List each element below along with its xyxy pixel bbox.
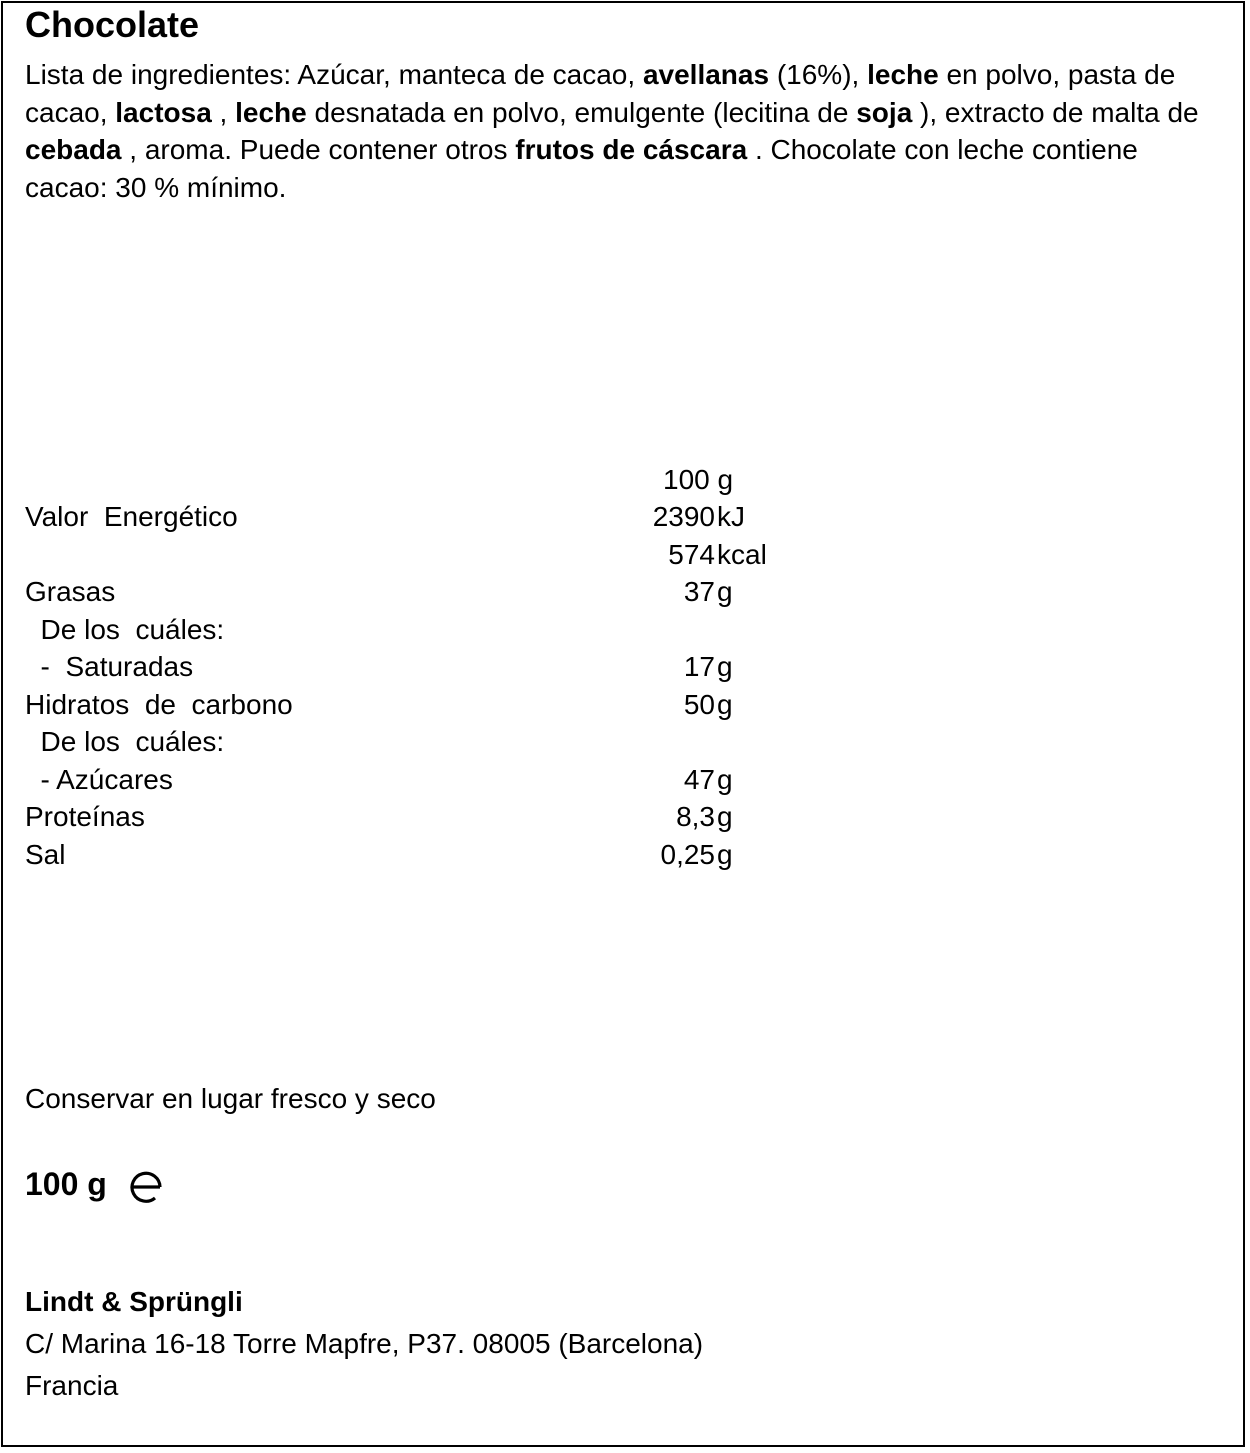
ingredient-text: Lista de ingredientes: Azúcar, manteca de cacao, (25, 59, 643, 90)
nutrient-value: 37 (683, 576, 715, 607)
company-country: Francia (25, 1370, 119, 1401)
allergen-text: avellanas (642, 59, 770, 90)
nutrient-label: Grasas (25, 576, 116, 607)
nutrient-unit: g (717, 801, 733, 832)
nutrient-value: 8,3 (676, 801, 715, 832)
nutrient-value: 2390 (652, 501, 715, 532)
nutrition-header-portion: 100 g (663, 464, 734, 495)
ingredient-text: ), extracto de malta de (912, 96, 1199, 128)
allergen-text: leche (867, 59, 939, 90)
ingredient-text: . Chocolate con leche contiene cacao: 30 % mínimo. (25, 134, 1138, 203)
nutrient-unit: g (717, 688, 733, 720)
nutrient-unit: g (717, 763, 733, 795)
ingredients-list (25, 56, 1225, 206)
nutrient-label: - Saturadas (25, 651, 194, 682)
nutrient-label: De los cuáles: (25, 613, 225, 645)
allergen-text: leche (235, 96, 307, 128)
nutrient-value: 50 (683, 688, 715, 720)
storage-instructions: Conservar en lugar fresco y seco (25, 1083, 436, 1114)
nutrient-unit: g (717, 576, 733, 607)
nutrient-label: Proteínas (25, 801, 145, 832)
nutrient-label: - Azúcares (25, 763, 173, 795)
product-title: Chocolate (25, 4, 200, 45)
nutrient-value: 574 (668, 538, 715, 570)
nutrient-unit: kcal (717, 538, 767, 570)
ingredient-text: (16%), (769, 59, 868, 90)
allergen-text: soja (856, 96, 913, 128)
ingredient-text: , (211, 96, 236, 128)
nutrient-label: Sal (25, 838, 66, 870)
ingredient-text: en polvo, pasta de cacao, (25, 59, 1176, 128)
estimated-sign-icon (127, 1170, 165, 1204)
nutrient-label: De los cuáles: (25, 726, 225, 757)
company-name: Lindt & Sprüngli (25, 1286, 243, 1317)
allergen-text: frutos de cáscara (515, 134, 748, 165)
net-weight: 100 g (25, 1166, 107, 1202)
nutrient-value: 17 (683, 651, 715, 682)
company-address: C/ Marina 16-18 Torre Mapfre, P37. 08005 (Barcelona) (25, 1328, 704, 1359)
nutrient-value: 0,25 (660, 838, 715, 870)
ingredient-text: desnatada en polvo, emulgente (lecitina de (306, 96, 857, 128)
nutrient-label: Hidratos de carbono (25, 688, 293, 720)
nutrient-unit: kJ (717, 501, 745, 532)
nutrition-header-row (0, 461, 734, 498)
allergen-text: cebada (25, 134, 122, 165)
nutrient-unit: g (717, 651, 733, 682)
nutrient-value: 47 (683, 763, 715, 795)
ingredient-text: , aroma. Puede contener otros (121, 134, 516, 165)
allergen-text: lactosa (115, 96, 212, 128)
nutrient-label: Valor Energético (25, 501, 238, 532)
nutrient-unit: g (717, 838, 733, 870)
